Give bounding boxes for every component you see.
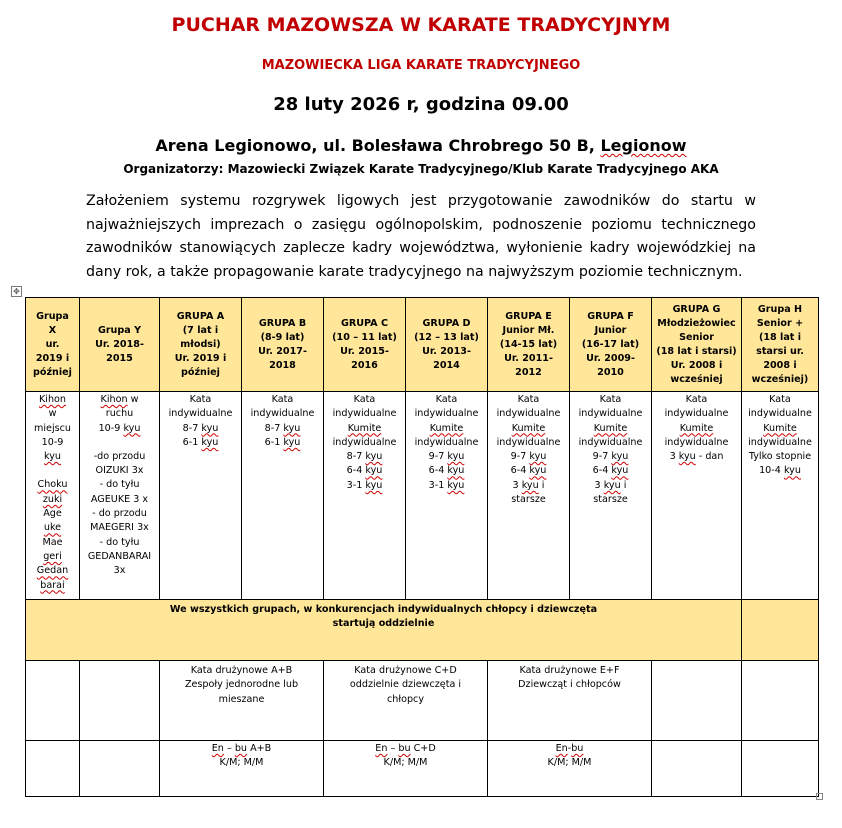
cell-group-f-line: Kata — [599, 394, 622, 405]
cell-group-y-line: - do przodu — [92, 508, 147, 520]
cell-group-f-line: 6-4 kyu — [592, 465, 629, 477]
cell-group-x-line: geri — [43, 550, 62, 562]
team-kata-ab — [160, 661, 324, 741]
header-group-f-line: Junior — [594, 324, 627, 336]
header-group-d-line: Ur. 2013- — [422, 345, 471, 357]
header-group-b-line: GRUPA B — [258, 317, 307, 329]
cell-group-x-line: Gedan — [36, 565, 69, 577]
team-kata-cd-line: chłopcy — [387, 693, 424, 705]
team-kata-cd — [324, 661, 488, 741]
cell-group-d — [406, 392, 488, 600]
header-group-y-line: Grupa Y — [97, 324, 142, 336]
enbu-ef-line: En-bu — [555, 743, 584, 754]
header-group-b — [242, 298, 324, 392]
header-group-h — [742, 298, 819, 392]
cell-group-h-line: 10-4 kyu — [759, 465, 801, 477]
enbu-empty-g — [652, 741, 742, 797]
team-empty-h — [742, 661, 819, 741]
intro-paragraph: Założeniem systemu rozgrywek ligowych jest przygotowanie zawodników do startu w najważniejszych imprezach o zasięgu ogólnopolskim, podnoszenie poziomu technicznego zawodników stanowiących zaplecze kadry województwa, wyłonienie kadry wojewódzkiej na dany rok, a także propagowanie karate tradycyjnego na najwyższym poziomie technicznym. — [86, 193, 756, 280]
enbu-ab-line: K/M; M/M — [219, 757, 264, 769]
header-group-c-line: Ur. 2015- — [340, 345, 389, 357]
header-group-g — [652, 298, 742, 392]
cell-group-x-line: uke — [43, 522, 62, 534]
header-group-y — [80, 298, 160, 392]
enbu-ef-line: K/M; M/M — [547, 757, 592, 769]
header-group-d-line: GRUPA D — [422, 317, 471, 329]
separate-competition-note — [26, 600, 742, 661]
header-group-g-line: Młodzieżowiec — [657, 317, 736, 329]
cell-group-g-line: 3 kyu - dan — [669, 451, 724, 463]
header-group-f-line: (16-17 lat) — [581, 338, 640, 350]
header-group-c-line: (10 – 11 lat) — [332, 331, 397, 343]
header-group-e-line: 2012 — [515, 366, 542, 378]
cell-group-y-line: GEDANBARAI — [87, 550, 152, 562]
cell-group-d-line: 6-4 kyu — [428, 465, 465, 477]
cell-group-x-line: Choku — [37, 479, 68, 491]
header-group-e-line: Junior Mł. — [502, 324, 555, 336]
header-group-g-line: Senior — [679, 331, 714, 343]
team-kata-cd-line: Kata drużynowe C+D — [354, 665, 457, 676]
cell-group-x-line: barai — [40, 579, 65, 591]
cell-group-a — [160, 392, 242, 600]
cell-group-x — [26, 392, 80, 600]
competitions-row — [26, 392, 819, 600]
team-kata-ef-line: Dziewcząt i chłopców — [518, 679, 621, 691]
cell-group-a-line: indywidualne — [168, 408, 233, 420]
table-move-handle-icon[interactable]: ✥ — [11, 286, 22, 297]
document-title: PUCHAR MAZOWSZA W KARATE TRADYCYJNYM — [171, 14, 671, 36]
cell-group-c-line: 8-7 kyu — [346, 451, 383, 463]
enbu-empty-x — [26, 741, 80, 797]
header-group-a-line: GRUPA A — [176, 310, 225, 322]
enbu-empty-h — [742, 741, 819, 797]
cell-group-e-line: indywidualne — [496, 408, 561, 420]
cell-group-c-line: Kumite — [347, 422, 382, 434]
cell-group-g-line: indywidualne — [664, 408, 729, 420]
team-kata-ab-line: mieszane — [218, 693, 265, 705]
separate-competition-note-line: We wszystkich grupach, w konkurencjach indywidualnych chłopcy i dziewczęta — [169, 604, 598, 615]
cell-group-y-line: Kihon w — [100, 394, 139, 405]
cell-group-e-line: 9-7 kyu — [510, 451, 547, 463]
header-group-a-line: (7 lat i — [182, 324, 219, 336]
cell-group-y-line: ruchu — [105, 408, 134, 420]
cell-group-b-line: indywidualne — [250, 408, 315, 420]
note-row-empty-cell — [742, 600, 819, 661]
header-group-c — [324, 298, 406, 392]
cell-group-d-line: Kata — [435, 394, 458, 405]
cell-group-x-line: zuki — [42, 493, 63, 505]
header-group-a-line: młodsi) — [180, 338, 221, 350]
cell-group-y-line: OIZUKI 3x — [95, 465, 144, 477]
header-group-x-line: Grupa — [36, 310, 69, 322]
competition-table — [25, 297, 819, 797]
cell-group-f-line: indywidualne — [578, 408, 643, 420]
header-group-h-line: Grupa H — [757, 303, 803, 315]
cell-group-b — [242, 392, 324, 600]
cell-group-x-line: 10-9 — [41, 436, 64, 448]
header-group-b-line: 2018 — [269, 359, 296, 371]
header-group-d — [406, 298, 488, 392]
header-group-a-line: Ur. 2019 i — [174, 352, 227, 364]
enbu-ab-line: En – bu A+B — [211, 743, 272, 754]
cell-group-h-line: Kata — [769, 394, 791, 405]
cell-group-f-line: starsze — [593, 494, 628, 506]
header-group-b-line: (8-9 lat) — [260, 331, 305, 343]
header-group-d-line: 2014 — [433, 359, 460, 371]
team-empty-g — [652, 661, 742, 741]
team-empty-x — [26, 661, 80, 741]
team-kata-row — [26, 661, 819, 741]
cell-group-d-line: indywidualne — [414, 436, 479, 448]
cell-group-y-line: AGEUKE 3 x — [90, 493, 149, 505]
cell-group-y-line: 3x — [113, 565, 126, 577]
header-group-d-line: (12 – 13 lat) — [414, 331, 479, 343]
header-group-f — [570, 298, 652, 392]
cell-group-e-line: Kata — [517, 394, 540, 405]
cell-group-a-line: Kata — [189, 394, 212, 405]
cell-group-f — [570, 392, 652, 600]
team-kata-cd-line: oddzielnie dziewczęta i — [349, 679, 462, 691]
cell-group-e-line: indywidualne — [496, 436, 561, 448]
header-group-e-line: GRUPA E — [505, 310, 552, 322]
cell-group-e-line: Kumite — [511, 422, 546, 434]
cell-group-x-line: Kihon — [39, 394, 66, 405]
enbu-ab — [160, 741, 324, 797]
enbu-cd-line: En – bu C+D — [375, 743, 436, 754]
cell-group-a-line: 8-7 kyu — [182, 422, 219, 434]
header-group-g-line: (18 lat i starsi) — [656, 345, 737, 357]
cell-group-h-line: Tylko stopnie — [748, 451, 812, 463]
header-group-g-line: wcześniej — [670, 373, 723, 385]
header-group-x-line: 2019 i — [35, 352, 70, 364]
cell-group-d-line: 9-7 kyu — [428, 451, 465, 463]
enbu-ef — [488, 741, 652, 797]
cell-group-b-line: 8-7 kyu — [264, 422, 301, 434]
header-group-y-line: Ur. 2018- — [95, 338, 144, 350]
cell-group-y-line: - do tyłu — [99, 479, 140, 491]
cell-group-d-line: 3-1 kyu — [428, 479, 465, 491]
header-group-x-line: X — [48, 324, 57, 336]
cell-group-e-line: starsze — [511, 494, 546, 506]
cell-group-f-line: indywidualne — [578, 436, 643, 448]
header-group-h-line: Senior + — [756, 317, 804, 329]
cell-group-f-line: 9-7 kyu — [592, 451, 629, 463]
team-kata-ab-line: Kata drużynowe A+B — [190, 665, 293, 676]
cell-group-b-line: 6-1 kyu — [264, 436, 301, 448]
enbu-cd — [324, 741, 488, 797]
cell-group-c — [324, 392, 406, 600]
header-group-e-line: Ur. 2011- — [504, 352, 553, 364]
header-group-x-line: ur. — [45, 338, 60, 350]
cell-group-y-line: 10-9 kyu — [98, 422, 141, 434]
team-kata-ef-line: Kata drużynowe E+F — [519, 665, 620, 676]
cell-group-h-line: indywidualne — [748, 436, 812, 448]
event-date: 28 luty 2026 r, godzina 09.00 — [273, 94, 569, 115]
cell-group-x-line: Age — [43, 508, 62, 520]
event-venue — [0, 136, 842, 155]
header-group-f-line: GRUPA F — [587, 310, 634, 322]
cell-group-y-line — [82, 436, 157, 450]
header-group-f-line: 2010 — [597, 366, 624, 378]
header-row — [26, 298, 819, 392]
cell-group-c-line: 3-1 kyu — [346, 479, 383, 491]
header-group-c-line: GRUPA C — [340, 317, 389, 329]
organizers-line: Organizatorzy: Mazowiecki Związek Karate Tradycyjnego/Klub Karate Tradycyjnego AKA — [123, 162, 719, 176]
enbu-row — [26, 741, 819, 797]
table-resize-handle[interactable] — [816, 793, 823, 800]
cell-group-h-line: indywidualne — [748, 408, 812, 420]
header-group-h-line: (18 lat i — [758, 331, 802, 343]
cell-group-e-line: 6-4 kyu — [510, 465, 547, 477]
cell-group-g-line: Kata — [685, 394, 708, 405]
header-group-h-line: starsi ur. — [756, 345, 804, 357]
separate-competition-note-line: startują oddzielnie — [332, 618, 435, 630]
cell-group-h-line: Kumite — [763, 422, 797, 434]
venue-address: Arena Legionowo, ul. Bolesława Chrobrego 50 B, — [155, 136, 601, 155]
document-subtitle: MAZOWIECKA LIGA KARATE TRADYCYJNEGO — [261, 58, 581, 73]
cell-group-e — [488, 392, 570, 600]
cell-group-x-line: Mae — [42, 536, 63, 548]
note-row — [26, 600, 819, 661]
cell-group-d-line: indywidualne — [414, 408, 479, 420]
header-group-x — [26, 298, 80, 392]
cell-group-c-line: 6-4 kyu — [346, 465, 383, 477]
cell-group-c-line: Kata — [353, 394, 376, 405]
header-group-c-line: 2016 — [351, 359, 378, 371]
cell-group-x-line: kyu — [44, 451, 61, 463]
cell-group-g — [652, 392, 742, 600]
venue-city: Legionow — [600, 136, 687, 155]
header-group-e — [488, 298, 570, 392]
header-group-x-line: później — [33, 366, 72, 378]
cell-group-b-line: Kata — [271, 394, 294, 405]
header-group-g-line: GRUPA G — [672, 303, 721, 315]
cell-group-e-line: 3 kyu i — [512, 479, 545, 491]
header-group-h-line: wcześniej) — [751, 373, 809, 385]
cell-group-y-line: - do tyłu — [99, 536, 140, 548]
cell-group-y — [80, 392, 160, 600]
cell-group-f-line: 3 kyu i — [594, 479, 627, 491]
enbu-empty-y — [80, 741, 160, 797]
cell-group-a-line: 6-1 kyu — [182, 436, 219, 448]
cell-group-x-line: w — [48, 408, 57, 420]
cell-group-y-line: MAEGERI 3x — [90, 522, 149, 534]
header-group-f-line: Ur. 2009- — [586, 352, 635, 364]
cell-group-y-line: -do przodu — [93, 450, 146, 462]
cell-group-x-line: miejscu — [34, 422, 71, 434]
header-group-a — [160, 298, 242, 392]
header-group-b-line: Ur. 2017- — [258, 345, 307, 357]
team-kata-ab-line: Zespoły jednorodne lub — [184, 679, 299, 691]
header-group-h-line: 2008 i — [763, 359, 797, 371]
cell-group-c-line: indywidualne — [332, 408, 397, 420]
cell-group-x-line — [28, 464, 77, 478]
team-empty-y — [80, 661, 160, 741]
cell-group-g-line: Kumite — [679, 422, 714, 434]
cell-group-g-line: indywidualne — [664, 436, 729, 448]
cell-group-f-line: Kumite — [593, 422, 628, 434]
header-group-g-line: Ur. 2008 i — [670, 359, 723, 371]
cell-group-d-line: Kumite — [429, 422, 464, 434]
header-group-y-line: 2015 — [106, 352, 133, 364]
team-kata-ef — [488, 661, 652, 741]
header-group-e-line: (14-15 lat) — [499, 338, 558, 350]
header-group-a-line: później — [181, 366, 220, 378]
cell-group-c-line: indywidualne — [332, 436, 397, 448]
enbu-cd-line: K/M; M/M — [383, 757, 428, 769]
cell-group-h — [742, 392, 819, 600]
